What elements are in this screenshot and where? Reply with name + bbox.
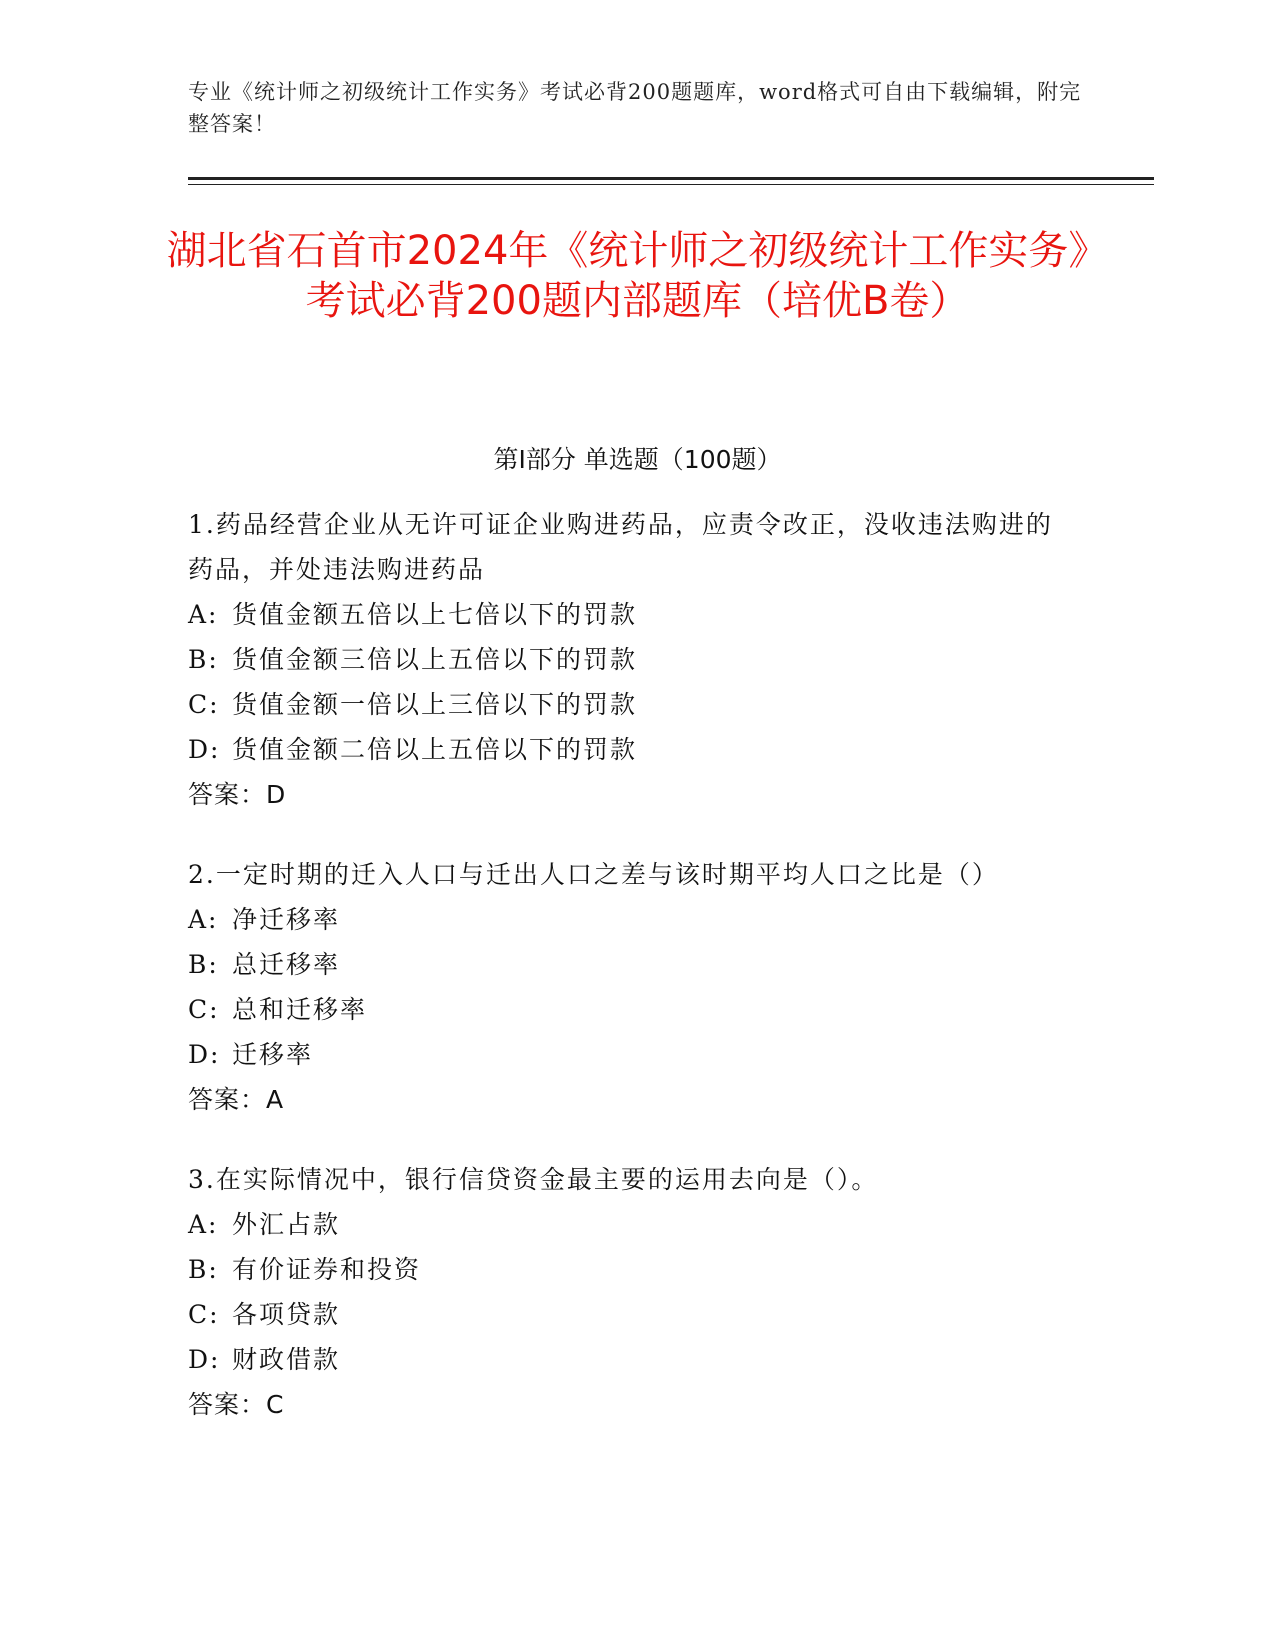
option-b <box>188 942 1068 987</box>
option-c <box>188 987 1068 1032</box>
option-text: 货值金额二倍以上五倍以下的罚款 <box>232 735 638 764</box>
option-text: 迁移率 <box>232 1040 314 1069</box>
option-letter: B: <box>188 950 219 979</box>
option-letter: C: <box>188 1300 220 1329</box>
option-a <box>188 897 1068 942</box>
option-d <box>188 1032 1068 1077</box>
option-text: 货值金额五倍以上七倍以下的罚款 <box>232 600 638 629</box>
header-divider-thin <box>188 184 1154 185</box>
option-text: 各项贷款 <box>232 1300 341 1329</box>
option-text: 总迁移率 <box>232 950 341 979</box>
question-2 <box>188 852 1068 1122</box>
question-stem: 2.一定时期的迁入人口与迁出人口之差与该时期平均人口之比是（） <box>188 860 999 889</box>
question-stem: 1.药品经营企业从无许可证企业购进药品，应责令改正，没收违法购进的药品，并处违法购进药品 <box>188 510 1053 584</box>
option-text: 外汇占款 <box>232 1210 341 1239</box>
option-text: 货值金额一倍以上三倍以下的罚款 <box>232 690 638 719</box>
option-d <box>188 727 1068 772</box>
option-a <box>188 592 1068 637</box>
option-c <box>188 1292 1068 1337</box>
option-text: 总和迁移率 <box>232 995 368 1024</box>
option-b <box>188 637 1068 682</box>
section-heading: 第I部分 单选题（100题） <box>493 445 782 474</box>
answer-line: 答案：A <box>188 1085 285 1114</box>
option-text: 有价证券和投资 <box>232 1255 422 1284</box>
option-letter: D: <box>188 735 221 764</box>
option-letter: D: <box>188 1040 221 1069</box>
option-letter: D: <box>188 1345 221 1374</box>
header-note: 专业《统计师之初级统计工作实务》考试必背200题题库，word格式可自由下载编辑，附完整答案！ <box>188 80 1082 136</box>
option-letter: C: <box>188 690 220 719</box>
option-text: 净迁移率 <box>232 905 341 934</box>
option-b <box>188 1247 1068 1292</box>
option-letter: A: <box>188 1210 219 1239</box>
option-letter: A: <box>188 905 219 934</box>
answer-line: 答案：C <box>188 1390 285 1419</box>
option-text: 货值金额三倍以上五倍以下的罚款 <box>232 645 638 674</box>
option-letter: B: <box>188 645 219 674</box>
answer-line: 答案：D <box>188 780 287 809</box>
option-letter: B: <box>188 1255 219 1284</box>
question-3 <box>188 1157 1068 1427</box>
option-letter: A: <box>188 600 219 629</box>
header-divider-thick <box>188 177 1154 180</box>
option-text: 财政借款 <box>232 1345 341 1374</box>
option-letter: C: <box>188 995 220 1024</box>
option-d <box>188 1337 1068 1382</box>
option-c <box>188 682 1068 727</box>
question-1 <box>188 502 1068 817</box>
option-a <box>188 1202 1068 1247</box>
document-title: 湖北省石首市2024年《统计师之初级统计工作实务》考试必背200题内部题库（培优B卷） <box>166 228 1109 324</box>
question-stem: 3.在实际情况中，银行信贷资金最主要的运用去向是（）。 <box>188 1165 879 1194</box>
